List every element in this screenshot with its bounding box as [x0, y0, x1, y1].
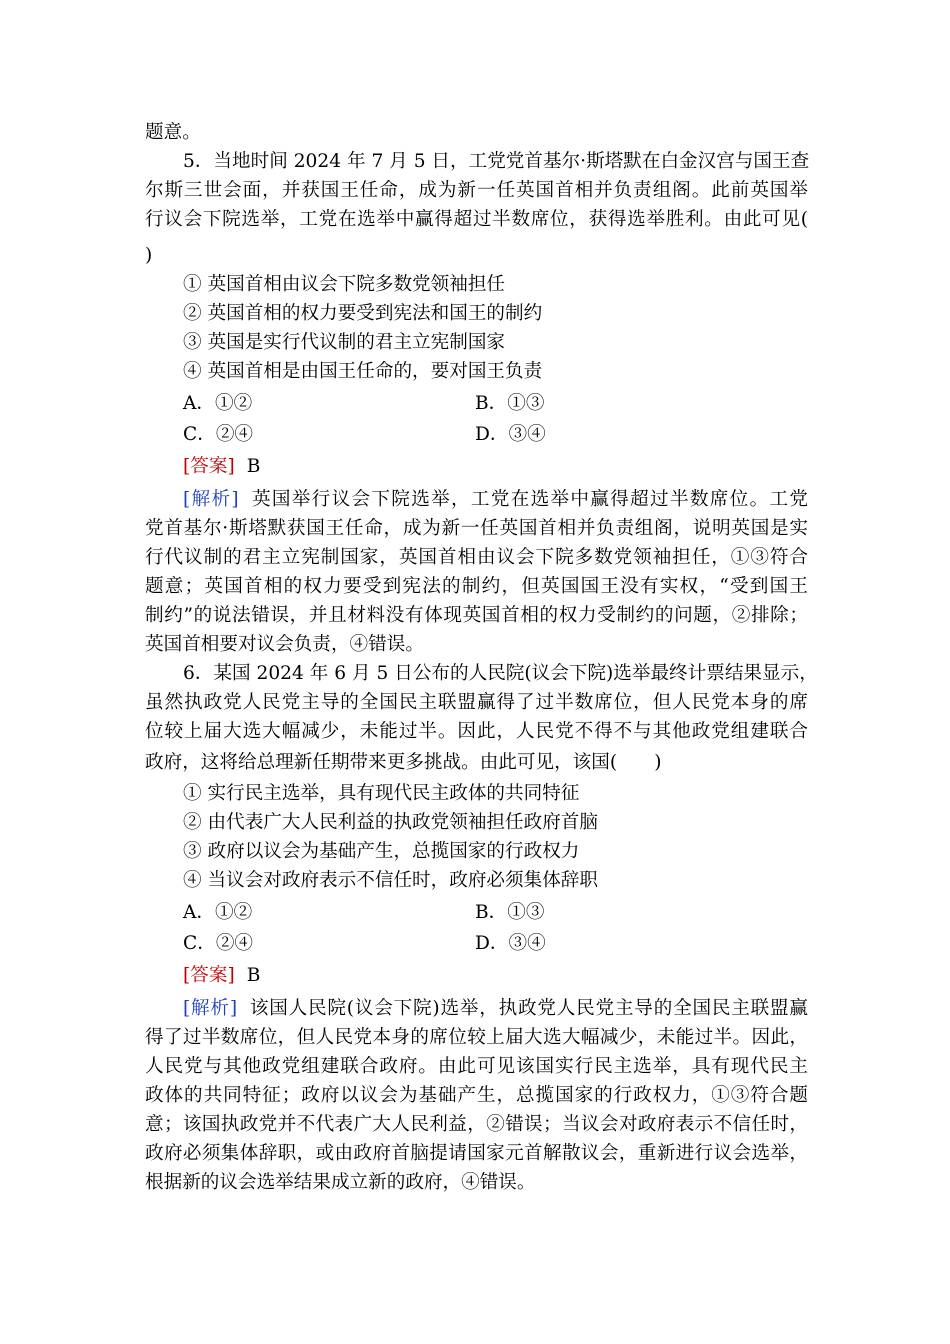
question-5-statement: ③ 英国是实行代议制的君主立宪制国家 — [183, 332, 506, 353]
question-6-stem: 位较上届大选大幅减少，未能过半。因此，人民党不得不与其他政党组建联合 — [145, 721, 808, 742]
question-5-option-c: C．②④ — [183, 424, 254, 445]
question-5-stem: 尔斯三世会面，并获国王任命，成为新一任英国首相并负责组阁。此前英国举 — [145, 180, 808, 201]
question-6-statement: ④ 当议会对政府表示不信任时，政府必须集体辞职 — [183, 870, 598, 891]
question-5-explanation: 题意；英国首相的权力要受到宪法的制约，但英国国王没有实权，“受到国王 — [145, 576, 808, 597]
question-5-explanation: 党首基尔·斯塔默获国王任命，成为新一任英国首相并负责组阁，说明英国是实 — [145, 518, 808, 539]
question-6-explanation: 政府必须集体辞职，或由政府首脑提请国家元首解散议会，重新进行议会选举， — [145, 1143, 808, 1164]
question-6-stem: 6．某国 2024 年 6 月 5 日公布的人民院(议会下院)选举最终计票结果显示， — [183, 663, 818, 684]
question-5-option-d: D．③④ — [475, 424, 546, 445]
question-5-option-a: A．①② — [183, 393, 253, 414]
question-6-statement: ③ 政府以议会为基础产生，总揽国家的行政权力 — [183, 841, 580, 862]
question-5-stem: ) — [145, 245, 153, 266]
question-6-stem: 虽然执政党人民党主导的全国民主联盟赢得了过半数席位，但人民党本身的席 — [145, 692, 808, 713]
question-6-explanation: 根据新的议会选举结果成立新的政府，④错误。 — [145, 1172, 536, 1193]
question-6-option-a: A．①② — [183, 902, 253, 923]
question-5-explanation: 行代议制的君主立宪制国家，英国首相由议会下院多数党领袖担任，①③符合 — [145, 547, 808, 568]
question-5-explanation: 制约”的说法错误，并且材料没有体现英国首相的权力受制约的问题，②排除； — [145, 605, 808, 626]
answer-value: B — [246, 456, 261, 477]
question-5-option-b: B．①③ — [475, 393, 545, 414]
answer-tag: [答案] — [183, 456, 235, 477]
question-5-stem: 行议会下院选举，工党在选举中赢得超过半数席位，获得选举胜利。由此可见( — [145, 209, 808, 230]
question-6-explanation: [解析] 该国人民院(议会下院)选举，执政党人民党主导的全国民主联盟赢 — [183, 998, 808, 1019]
question-6-explanation: 政体的共同特征；政府以议会为基础产生，总揽国家的行政权力，①③符合题 — [145, 1085, 808, 1106]
question-5-explanation: [解析] 英国举行议会下院选举，工党在选举中赢得超过半数席位。工党 — [183, 489, 808, 510]
answer-value: B — [246, 965, 261, 986]
question-6-answer — [183, 961, 260, 990]
question-6-option-d: D．③④ — [475, 933, 546, 954]
question-5-statement: ② 英国首相的权力要受到宪法和国王的制约 — [183, 303, 543, 324]
question-6-explanation: 意；该国执政党并不代表广大人民利益，②错误；当议会对政府表示不信任时， — [145, 1114, 808, 1135]
answer-tag: [答案] — [183, 965, 235, 986]
question-5-explanation: 英国首相要对议会负责，④错误。 — [145, 634, 424, 655]
question-5-statement: ④ 英国首相是由国王任命的，要对国王负责 — [183, 361, 543, 382]
question-6-explanation: 得了过半数席位，但人民党本身的席位较上届大选大幅减少，未能过半。因此， — [145, 1027, 808, 1048]
explanation-tag: [解析] — [183, 998, 238, 1019]
question-6-stem: 政府，这将给总理新任期带来更多挑战。由此可见，该国( ) — [145, 752, 662, 773]
question-6-option-b: B．①③ — [475, 902, 545, 923]
question-6-option-c: C．②④ — [183, 933, 254, 954]
text-line: 题意。 — [145, 122, 201, 143]
question-5-statement: ① 英国首相由议会下院多数党领袖担任 — [183, 274, 506, 295]
explanation-tag: [解析] — [183, 489, 239, 510]
question-5-answer — [183, 452, 260, 481]
question-6-statement: ① 实行民主选举，具有现代民主政体的共同特征 — [183, 783, 580, 804]
question-6-statement: ② 由代表广大人民利益的执政党领袖担任政府首脑 — [183, 812, 598, 833]
question-5-stem: 5．当地时间 2024 年 7 月 5 日，工党党首基尔·斯塔默在白金汉宫与国王查 — [183, 151, 810, 172]
question-6-explanation: 人民党与其他政党组建联合政府。由此可见该国实行民主选举，具有现代民主 — [145, 1056, 808, 1077]
